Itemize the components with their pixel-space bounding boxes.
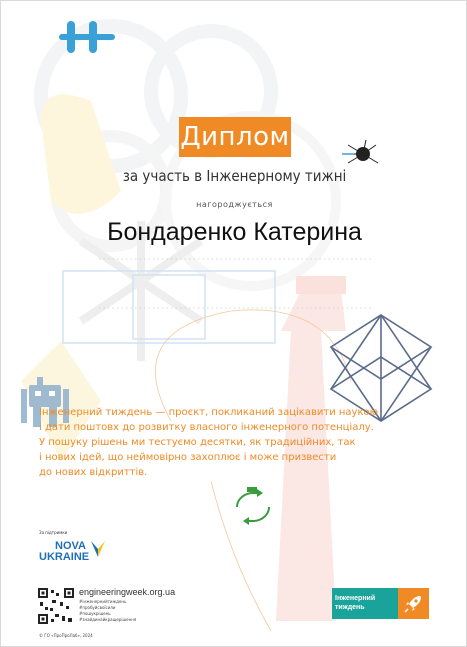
hashtag: #інженернийтиждень xyxy=(79,599,127,604)
project-description xyxy=(39,405,379,480)
badge-label xyxy=(335,594,375,612)
hashtag: #пошукрішень xyxy=(79,611,111,616)
rocket-icon xyxy=(398,588,429,619)
hashtag-list xyxy=(79,599,136,623)
bg-tower-top xyxy=(296,276,346,294)
spider-icon xyxy=(342,139,380,169)
partner-name-line1: NOVA xyxy=(55,540,86,552)
description-line: і дати поштовх до розвитку власного інженерного потенціалу. xyxy=(39,422,374,433)
website-link[interactable]: engineeringweek.org.ua xyxy=(79,587,176,597)
hashtag: #пробуйсвоїсили xyxy=(79,605,116,610)
description-line: до нових відкриттів. xyxy=(39,467,148,478)
badge-line1: Інженерний xyxy=(335,595,376,602)
bird-icon xyxy=(89,539,107,559)
bg-yellow-shape xyxy=(41,94,121,214)
logo-icon xyxy=(59,19,115,55)
awarded-label: нагороджується xyxy=(196,200,273,209)
diploma-title: Диплом xyxy=(179,117,291,157)
diploma-subtitle: за участь в Інженерному тижні xyxy=(122,167,347,185)
description-line: і нових ідей, що неймовірно захоплює і може призвести xyxy=(39,452,337,463)
qr-code-icon[interactable] xyxy=(38,588,74,624)
partner-label: За підтримки xyxy=(39,530,68,535)
engineering-week-badge xyxy=(332,588,429,619)
description-line: У пошуку рішень ми тестуємо десятки, як традиційних, так xyxy=(39,437,356,448)
recipient-name: Бондаренко Катерина xyxy=(107,218,362,246)
badge-line2: тиждень xyxy=(335,604,365,611)
copyright: © ГО «ПроПроЛаб», 2024 xyxy=(39,633,93,638)
nova-ukraine-logo xyxy=(39,541,89,563)
hashtag: #знайдинайкращерішення xyxy=(79,617,137,622)
badge-rocket-panel xyxy=(398,588,429,619)
description-line: Інженерний тиждень — проєкт, покликаний зацікавити наукою xyxy=(39,407,379,418)
recycle-icon xyxy=(229,487,277,527)
partner-name-line2: UKRAINE xyxy=(39,551,90,563)
